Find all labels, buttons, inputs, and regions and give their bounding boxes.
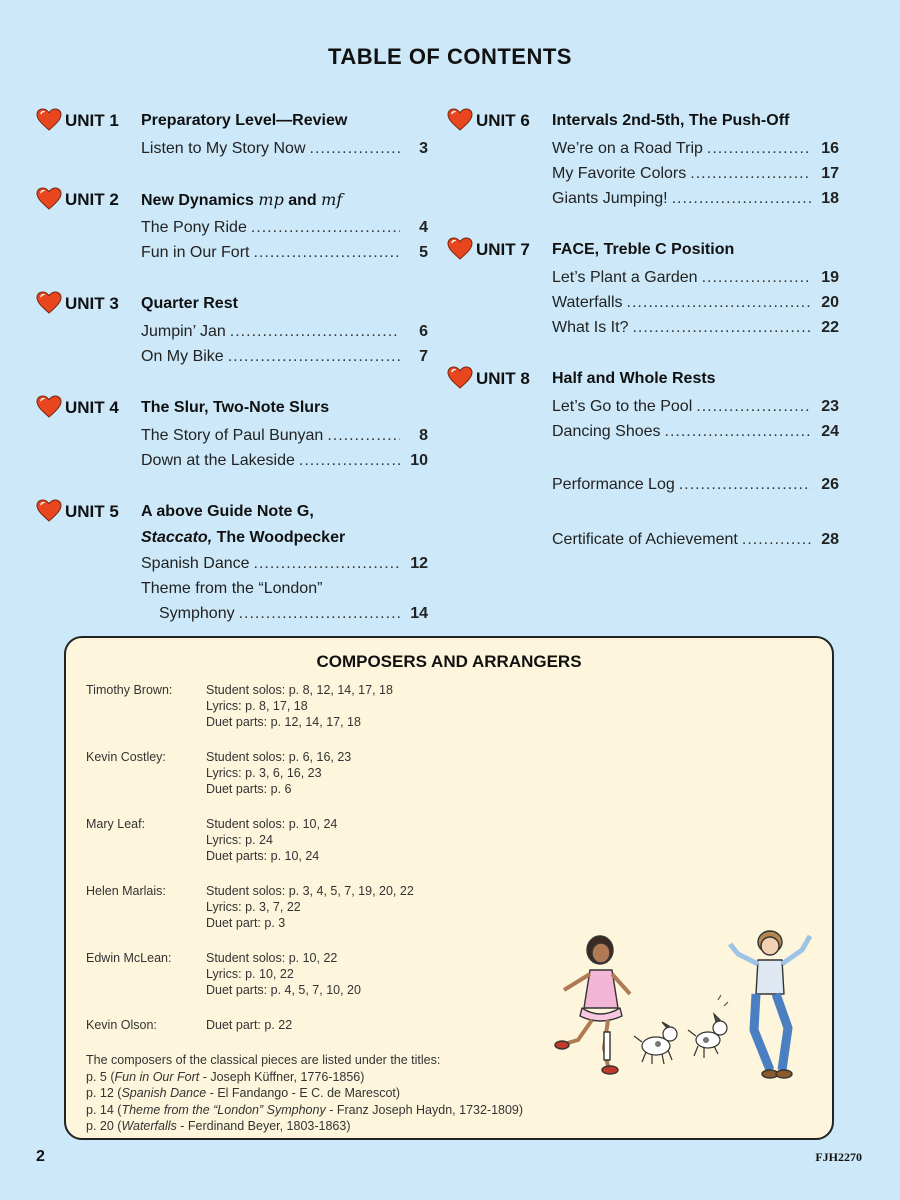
unit-title: New Dynamics mp and mf xyxy=(141,190,343,209)
dynamic-mf: mf xyxy=(321,190,343,209)
heart-icon xyxy=(447,366,473,390)
toc-entry[interactable]: Giants Jumping! ..... 18 xyxy=(552,186,839,211)
toc-entry[interactable]: Let’s Plant a Garden ..... 19 xyxy=(552,265,839,290)
unit-title: Intervals 2nd-5th, The Push-Off xyxy=(552,112,790,129)
puppy-figure xyxy=(688,995,728,1058)
unit-4 xyxy=(36,397,436,473)
composer-row: Kevin Olson: Duet part: p. 22 xyxy=(86,1018,293,1032)
unit-title: FACE, Treble C Position xyxy=(552,241,735,258)
heart-icon xyxy=(447,108,473,132)
toc-right-column xyxy=(447,110,847,552)
heart-icon xyxy=(36,187,62,211)
composers-list xyxy=(86,682,414,1052)
girl-figure xyxy=(555,936,630,1074)
unit-title: Quarter Rest xyxy=(141,295,238,312)
toc-entry-performance-log[interactable]: Performance Log ..... 26 xyxy=(552,472,839,497)
classical-composers: The composers of the classical pieces are listed under the titles: p. 5 (Fun in Our Fort - Joseph Küffner, 1776-1856) p. 12 (Spanish Dance - El Fandango - E C. de Marescot) p. 14 (Theme from the “London” Symphony - Franz Joseph Haydn, 1732-1809) p. 20 (Waterfalls - Ferdinand Beyer, 1803-1863) xyxy=(86,1053,524,1133)
composer-row: Timothy Brown: Student solos: p. 8, 12, 14, 17, 18 Lyrics: p. 8, 17, 18 Duet parts: p. 12, 14, 17, 18 xyxy=(86,683,393,729)
dynamic-mp: mp xyxy=(258,190,284,209)
heart-icon xyxy=(447,237,473,261)
unit-label: UNIT 1 xyxy=(65,111,119,130)
unit-title: A above Guide Note G, xyxy=(141,503,314,520)
toc-entry[interactable]: Fun in Our Fort ..... 5 xyxy=(141,240,428,265)
toc-entry[interactable]: Listen to My Story Now ..... 3 xyxy=(141,136,428,161)
unit-6 xyxy=(447,110,847,211)
toc-entry[interactable]: Jumpin’ Jan ..... 6 xyxy=(141,319,428,344)
unit-label: UNIT 8 xyxy=(476,369,530,388)
unit-2 xyxy=(36,189,436,265)
unit-label: UNIT 2 xyxy=(65,190,119,209)
unit-label: UNIT 7 xyxy=(476,240,530,259)
heart-icon xyxy=(36,108,62,132)
unit-label: UNIT 5 xyxy=(65,502,119,521)
toc-entry[interactable]: On My Bike ..... 7 xyxy=(141,344,428,369)
unit-title: The Slur, Two-Note Slurs xyxy=(141,399,330,416)
catalog-code: FJH2270 xyxy=(815,1150,862,1164)
toc-left-column xyxy=(36,110,436,654)
composer-row: Kevin Costley: Student solos: p. 6, 16, 23 Lyrics: p. 3, 6, 16, 23 Duet parts: p. 6 xyxy=(86,750,352,796)
boy-figure xyxy=(730,931,810,1078)
unit-label: UNIT 3 xyxy=(65,294,119,313)
composers-title: COMPOSERS AND ARRANGERS xyxy=(316,652,582,671)
toc-entry[interactable]: The Pony Ride ..... 4 xyxy=(141,215,428,240)
heart-icon xyxy=(36,499,62,523)
heart-icon xyxy=(36,395,62,419)
toc-entry-line1[interactable]: Theme from the “London” xyxy=(141,580,323,597)
toc-entry-certificate[interactable]: Certificate of Achievement ..... 28 xyxy=(552,527,839,552)
kids-and-puppies-illustration xyxy=(538,920,828,1090)
toc-entry[interactable]: Dancing Shoes ..... 24 xyxy=(552,419,839,444)
heart-icon xyxy=(36,291,62,315)
unit-5 xyxy=(36,501,436,626)
toc-entry[interactable]: Spanish Dance ..... 12 xyxy=(141,551,428,576)
toc-entry[interactable]: We’re on a Road Trip ..... 16 xyxy=(552,136,839,161)
toc-entry[interactable]: What Is It? ..... 22 xyxy=(552,315,839,340)
toc-entry[interactable]: My Favorite Colors ..... 17 xyxy=(552,161,839,186)
page-title: TABLE OF CONTENTS xyxy=(328,44,572,69)
unit-title-line2: Staccato, The Woodpecker xyxy=(141,529,346,546)
composer-row: Edwin McLean: Student solos: p. 10, 22 Lyrics: p. 10, 22 Duet parts: p. 4, 5, 7, 10, 20 xyxy=(86,951,361,997)
composer-row: Helen Marlais: Student solos: p. 3, 4, 5, 7, 19, 20, 22 Lyrics: p. 3, 7, 22 Duet part: p. 3 xyxy=(86,884,414,930)
unit-label: UNIT 6 xyxy=(476,111,530,130)
composer-row: Mary Leaf: Student solos: p. 10, 24 Lyrics: p. 24 Duet parts: p. 10, 24 xyxy=(86,817,338,863)
toc-entry-line2[interactable]: Symphony ..... 14 xyxy=(141,601,428,626)
unit-7 xyxy=(447,239,847,340)
unit-title: Preparatory Level—Review xyxy=(141,112,348,129)
unit-8 xyxy=(447,368,847,444)
puppy-figure xyxy=(634,1022,677,1064)
toc-entry[interactable]: The Story of Paul Bunyan ..... 8 xyxy=(141,423,428,448)
unit-1 xyxy=(36,110,436,161)
toc-entry[interactable]: Waterfalls ..... 20 xyxy=(552,290,839,315)
unit-label: UNIT 4 xyxy=(65,398,119,417)
toc-entry[interactable]: Down at the Lakeside ..... 10 xyxy=(141,448,428,473)
page-number: 2 xyxy=(36,1148,45,1165)
unit-title: Half and Whole Rests xyxy=(552,370,716,387)
toc-entry[interactable]: Let’s Go to the Pool ..... 23 xyxy=(552,394,839,419)
unit-3 xyxy=(36,293,436,369)
